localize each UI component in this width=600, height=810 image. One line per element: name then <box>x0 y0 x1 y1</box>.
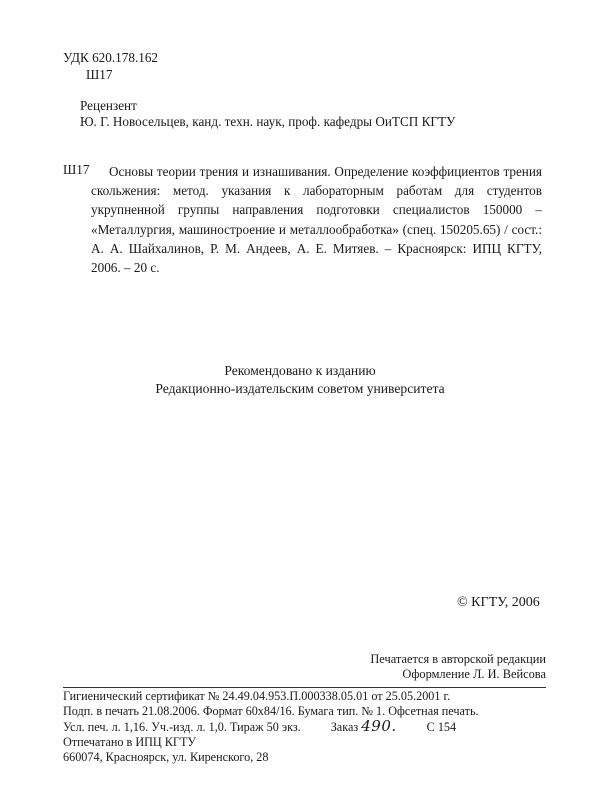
print-sheets-info <box>63 719 479 735</box>
reviewer-label: Рецензент <box>80 98 137 113</box>
print-signing-info: Подп. в печать 21.08.2006. Формат 60х84/16. Бумага тип. № 1. Офсетная печать. <box>63 704 479 718</box>
imprint-divider <box>63 687 546 688</box>
bibliography-text: Основы теории трения и изнашивания. Определение коэффициентов трения скольжения: метод. указания к лабораторным работам для студентов укрупненной группы направления подготовки специалистов 150000 – «Металлургия, машиностроение и металлообработка» (спец. 150205.65) / сост.: А. А. Шайхалинов, Р. М. Андеев, А. Е. Митяев. – Красноярск: ИПЦ КГТУ, 2006. – 20 с. <box>91 164 542 276</box>
printer-address: 660074, Красноярск, ул. Киренского, 28 <box>63 750 269 764</box>
library-index-code: Ш17 <box>86 67 113 82</box>
s-code: С 154 <box>426 720 457 734</box>
udk-code: УДК 620.178.162 <box>63 50 159 65</box>
print-notes <box>370 652 546 682</box>
order-label: Заказ <box>330 720 359 734</box>
copyright-notice: © КГТУ, 2006 <box>457 595 540 610</box>
recommendation-line-2: Редакционно-издательским советом университета <box>155 381 445 396</box>
bibliography-code: Ш17 <box>63 162 90 177</box>
sheets-text: Усл. печ. л. 1,16. Уч.-изд. л. 1,0. Тираж 50 экз. <box>63 720 301 734</box>
author-edition-note: Печатается в авторской редакции <box>370 652 546 666</box>
reviewer-name: Ю. Г. Новосельцев, канд. техн. наук, проф. кафедры ОиТСП КГТУ <box>80 114 456 129</box>
bibliographic-description <box>91 162 542 277</box>
design-credit: Оформление Л. И. Вейсова <box>402 667 546 681</box>
imprint-block <box>63 689 479 765</box>
recommendation-line-1: Рекомендовано к изданию <box>224 363 376 378</box>
hygiene-certificate: Гигиенический сертификат № 24.49.04.953.П.000338.05.01 от 25.05.2001 г. <box>63 689 451 703</box>
printed-at: Отпечатано в ИПЦ КГТУ <box>63 735 197 749</box>
order-number: 490. <box>361 717 397 735</box>
